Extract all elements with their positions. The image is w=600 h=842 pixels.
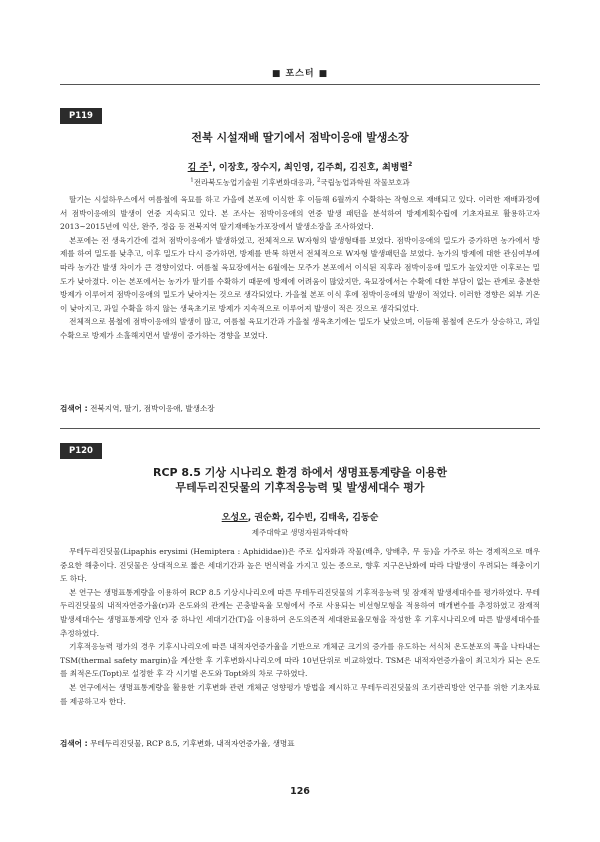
paragraph: 전체적으로 봄철에 점박이응애의 발생이 많고, 여름철 육묘기간과 가을철 생육초기에는 밀도가 낮았으며, 이듬해 봄철에 온도가 상승하고, 과일 수확으로 방제가 소홀해지면서 발생이 증가하는 경향을 보였다.	[60, 317, 540, 340]
keywords: 검색어 : 전북지역, 딸기, 점박이응애, 발생소장	[60, 404, 215, 413]
paragraph: 무테두리진딧물(Lipaphis erysimi (Hemiptera : Aphididae))은 주로 십자화과 작물(배추, 양배추, 무 등)을 가주로 하는 경제적으로 매우 중요한 해충이다. 진딧물은 상대적으로 짧은 세대기간과 높은 번식력을 가지고 있는 종으로, 향후 지구온난화에 따라 다발생이 우려되는 해충이기도 하다.	[60, 547, 540, 584]
abstract-body	[60, 545, 540, 708]
paragraph: 기후적응능력 평가의 경우 기후시나리오에 따른 내적자연증가율을 기반으로 개체군 크기의 증가를 유도하는 서식처 온도분포의 폭을 나타내는 TSM(thermal safety margin)을 계산한 후 기후변화시나리오에 따라 10년단위로 비교하였다. TSM은 내적자연증가율이 최고치가 되는 온도를 최적온도(Topt)로 설정한 후 각 시기별 온도와 Topt와의 차로 구하였다.	[60, 642, 540, 679]
paragraph: 딸기는 시설하우스에서 여름철에 육묘를 하고 가을에 본포에 이식한 후 이듬해 6월까지 수확하는 작형으로 재배되고 있다. 이러한 재배과정에서 점박이응애의 발생이 연중 지속되고 있다. 본 조사는 점박이응애의 연중 발생 패턴을 분석하여 방제계획수립에 기초자료로 활용하고자 2013~2015년에 익산, 완주, 정읍 등 전북지역 딸기재배농가포장에서 발생소장을 조사하였다.	[60, 195, 540, 232]
abstract-title: 전북 시설재배 딸기에서 점박이응애 발생소장	[191, 131, 409, 144]
affiliation: $^1$전라북도농업기술원 기후변화대응과, $^2$국립농업과학원 작물보호과	[190, 177, 410, 187]
header-rule	[60, 84, 540, 85]
section-divider	[60, 428, 540, 429]
co-authors: , 권순화, 김수빈, 김태욱, 김동순	[247, 513, 379, 523]
abstract-tag: P120	[60, 443, 102, 459]
presenting-author: 오성오	[221, 513, 248, 523]
paragraph: 본 연구는 생명표통계량을 이용하여 RCP 8.5 기상시나리오에 따른 무테두리진딧물의 기후적응능력 및 잠재적 발생세대수를 평가하였다. 무테두리진딧물의 내적자연증가율(r)과 온도와의 관계는 곤충발육율 모형에서 주로 사용되는 비선형모형을 적용하여 매개변수를 추정하였고 잠재적 발생세대수는 생명표통계량 인자 중 하나인 세대기간(T)을 이용하여 온도의존적 세대완료율모형을 작성한 후 기후시나리오에 따른 발생세대수를 추정하였다.	[60, 587, 540, 638]
page-number: 126	[290, 786, 310, 797]
keywords: 검색어 : 무테두리진딧물, RCP 8.5, 기후변화, 내적자연증가율, 생명표	[60, 739, 295, 748]
abstract-body	[60, 193, 540, 343]
abstract-tag: P119	[60, 108, 102, 124]
paragraph: 본포에는 전 생육기간에 걸쳐 점박이응애가 발생하였고, 전체적으로 W자형의 발생형태를 보였다. 점박이응애의 밀도가 증가하면 농가에서 방제를 하여 밀도를 낮추고, 이후 밀도가 다시 증가하면, 방제를 반복 하면서 전체적으로 W자형 발생패턴을 보였다. 농가의 방제에 대한 관심여부에 따라 농가간 발생 차이가 큰 경향이었다. 여름철 육묘장에서는 6월에는 모주가 본포에서 이식된 직후라 점박이응애 밀도가 높았지만 이후로는 밀도가 낮아졌다. 이는 본포에서는 농가가 딸기를 수확하기 때문에 방제에 어려움이 많았지만, 육묘장에서는 수확에 대한 부담이 없는 관계로 충분한 방제가 이루어져 점박이응애의 밀도가 낮아지는 것으로 생각되었다. 가을철 본포 이식 후에 점박이응애의 발생이 적었다. 이러한 경향은 외부 기온이 낮아지고, 과일 수확을 하지 않는 생육초기로 방제가 지속적으로 이루어져 발생이 적은 것으로 생각되었다.	[60, 235, 540, 313]
presenting-author: 김 주	[187, 163, 209, 173]
co-authors: , 이장호, 장수지, 최인영, 김주희, 김진호, 최병렬	[212, 163, 409, 173]
paragraph: 본 연구에서는 생명표통계량을 활용한 기후변화 관련 개체군 영향평가 방법을 제시하고 무테두리진딧물의 조기관리방안 연구를 위한 기초자료를 제공하고자 한다.	[60, 682, 540, 706]
author-list: 김 주$^1$, 이장호, 장수지, 최인영, 김주희, 김진호, 최병렬$^2$	[187, 161, 413, 173]
keyword-values: 무테두리진딧물, RCP 8.5, 기후변화, 내적자연증가율, 생명표	[90, 739, 295, 748]
running-header: ■ 포스터 ■	[271, 69, 329, 79]
keyword-values: 전북지역, 딸기, 점박이응애, 발생소장	[90, 404, 215, 413]
author-list	[60, 510, 540, 523]
affiliation: 제주대학교 생명자원과학대학	[251, 528, 349, 537]
abstract-title: RCP 8.5 기상 시나리오 환경 하에서 생명표통계량을 이용한 무테두리진딧물의 기후적응능력 및 발생세대수 평가	[152, 466, 448, 494]
